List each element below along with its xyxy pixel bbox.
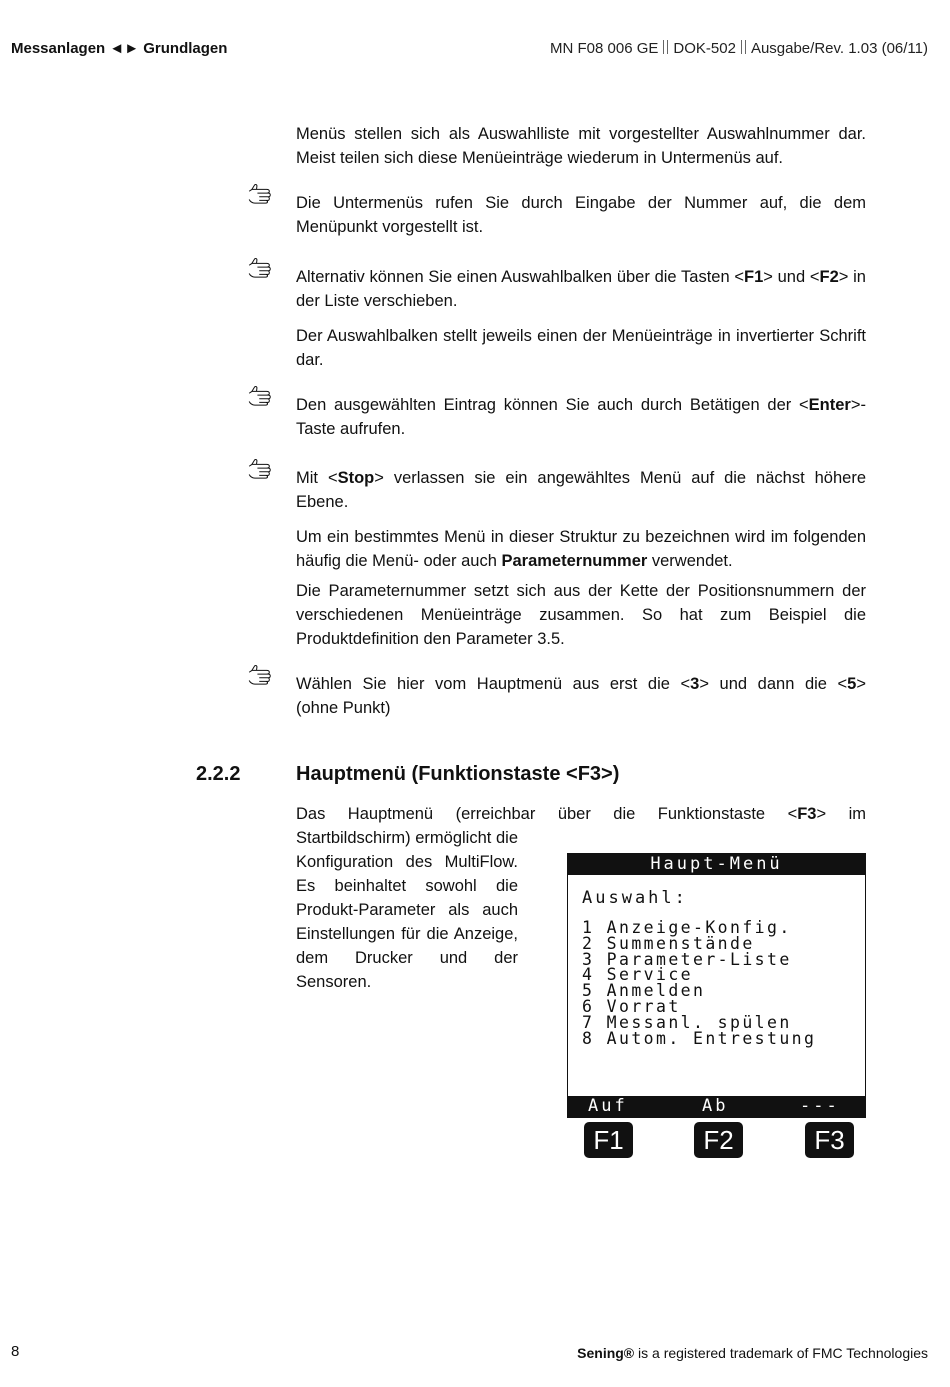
- revision: Ausgabe/Rev. 1.03 (06/11): [750, 40, 928, 57]
- text-run: Das Hauptmenü (erreichbar über die Funktionstaste <: [296, 805, 798, 823]
- lcd-screen: [567, 853, 866, 1118]
- text-run: > verlassen sie ein angewähltes Menü auf die nächst höhere Ebene.: [296, 469, 866, 511]
- text-run: > und dann die <: [699, 675, 848, 693]
- hand-pointer-icon: [247, 458, 277, 480]
- trademark-text: is a registered trademark of FMC Technologies: [634, 1345, 928, 1361]
- paragraph-menus: Menüs stellen sich als Auswahlliste mit vorgestellter Auswahlnummer dar. Meist teilen sich diese Menüeinträge wiederum in Untermenüs auf.: [296, 125, 866, 167]
- doc-number: MN F08 006 GE: [550, 40, 659, 57]
- menu-item: 5 Anmelden: [582, 981, 706, 1001]
- key-enter-text: Enter: [808, 396, 851, 414]
- section-title: Hauptmenü (Funktionstaste <F3>): [296, 763, 620, 785]
- header-breadcrumb: [11, 40, 227, 57]
- menu-item: 4 Service: [582, 965, 694, 985]
- text-run: >-Taste aufrufen.: [296, 396, 866, 438]
- key-f3-text: F3: [797, 805, 817, 823]
- header-separator: [741, 40, 746, 54]
- text-run: Den ausgewählten Eintrag können Sie auch durch Betätigen der <: [296, 396, 809, 414]
- text-run: Wählen Sie hier vom Hauptmenü aus erst die <: [296, 675, 691, 693]
- menu-item: 1 Anzeige-Konfig.: [582, 918, 792, 937]
- paragraph-parameter-chain: Die Parameternummer setzt sich aus der Kette der Positionsnummern der verschiedenen Menüeinträge zusammen. So hat zum Beispiel die Produktdefinition den Parameter 3.5.: [296, 582, 866, 648]
- footer-trademark: [577, 1345, 928, 1361]
- hand-pointer-icon: [247, 385, 277, 407]
- paragraph-stop: [296, 466, 866, 514]
- menu-item: 7 Messanl. spülen: [582, 1012, 792, 1032]
- page-number: 8: [11, 1343, 20, 1360]
- text-run: Mit <: [296, 469, 338, 487]
- header-doc-info: [550, 40, 928, 57]
- softkey-label-f1: Auf: [588, 1096, 628, 1116]
- text-run: > im: [816, 805, 866, 823]
- menu-item: 3 Parameter-Liste: [582, 949, 792, 969]
- menu-item: 2 Summenstände: [582, 933, 755, 953]
- header-separator: [663, 40, 668, 54]
- screen-softkey-bar: [568, 1096, 865, 1117]
- screen-title: Haupt-Menü: [568, 854, 865, 875]
- key-3-text: 3: [690, 675, 700, 693]
- dok-number: DOK-502: [673, 40, 736, 57]
- hand-pointer-icon: [247, 664, 277, 686]
- section-number: 2.2.2: [196, 763, 241, 785]
- hand-pointer-icon: [247, 183, 277, 205]
- paragraph-submenus: Die Untermenüs rufen Sie durch Eingabe der Nummer auf, die dem Menüpunkt vorgestellt ist.: [296, 194, 866, 236]
- text-run: > und <: [763, 268, 820, 286]
- key-stop-text: Stop: [337, 469, 375, 487]
- breadcrumb-part-2: Grundlagen: [143, 40, 228, 57]
- screen-menu-list: [582, 920, 816, 1046]
- function-key-f1: F1: [584, 1122, 633, 1158]
- menu-item: 8 Autom. Entrestung: [582, 1028, 817, 1048]
- breadcrumb-arrows: ◄►: [109, 40, 140, 57]
- softkey-label-f3: ---: [800, 1096, 840, 1116]
- breadcrumb-part-1: Messanlagen: [11, 40, 106, 57]
- text-run: >: [856, 675, 866, 693]
- section-intro: [296, 802, 866, 826]
- paragraph-enter: [296, 393, 866, 441]
- text-run: > in der Liste verschieben.: [296, 268, 866, 310]
- text-run: verwendet.: [647, 552, 733, 570]
- text-run: (ohne Punkt): [296, 699, 391, 717]
- paragraph-inverted: Der Auswahlbalken stellt jeweils einen der Menüeinträge in invertierter Schrift dar.: [296, 327, 866, 369]
- key-5-text: 5: [847, 675, 857, 693]
- menu-item: 6 Vorrat: [582, 996, 681, 1016]
- paragraph-parameter-number: [296, 525, 866, 573]
- function-key-f3: F3: [805, 1122, 854, 1158]
- text-run: Um ein bestimmtes Menü in dieser Struktur zu bezeichnen wird im folgenden häufig die Menü- oder auch: [296, 528, 866, 570]
- function-key-f2: F2: [694, 1122, 743, 1158]
- section-description: Startbildschirm) ermöglicht die Konfiguration des MultiFlow. Es beinhaltet sowohl die Produkt-Parameter als auch Einstellungen für die Anzeige, dem Drucker und der Sensoren.: [296, 829, 518, 991]
- key-f1-text: F1: [744, 268, 764, 286]
- text-run: Alternativ können Sie einen Auswahlbalken über die Tasten <: [296, 268, 744, 286]
- key-f2-text: F2: [819, 268, 839, 286]
- hand-pointer-icon: [247, 257, 277, 279]
- screen-selection-label: Auswahl:: [582, 888, 688, 908]
- brand-name: Sening®: [577, 1345, 635, 1361]
- paragraph-choose: [296, 672, 866, 720]
- paragraph-selection-bar: [296, 265, 866, 313]
- bold-term: Parameternummer: [501, 552, 648, 570]
- softkey-label-f2: Ab: [702, 1096, 729, 1116]
